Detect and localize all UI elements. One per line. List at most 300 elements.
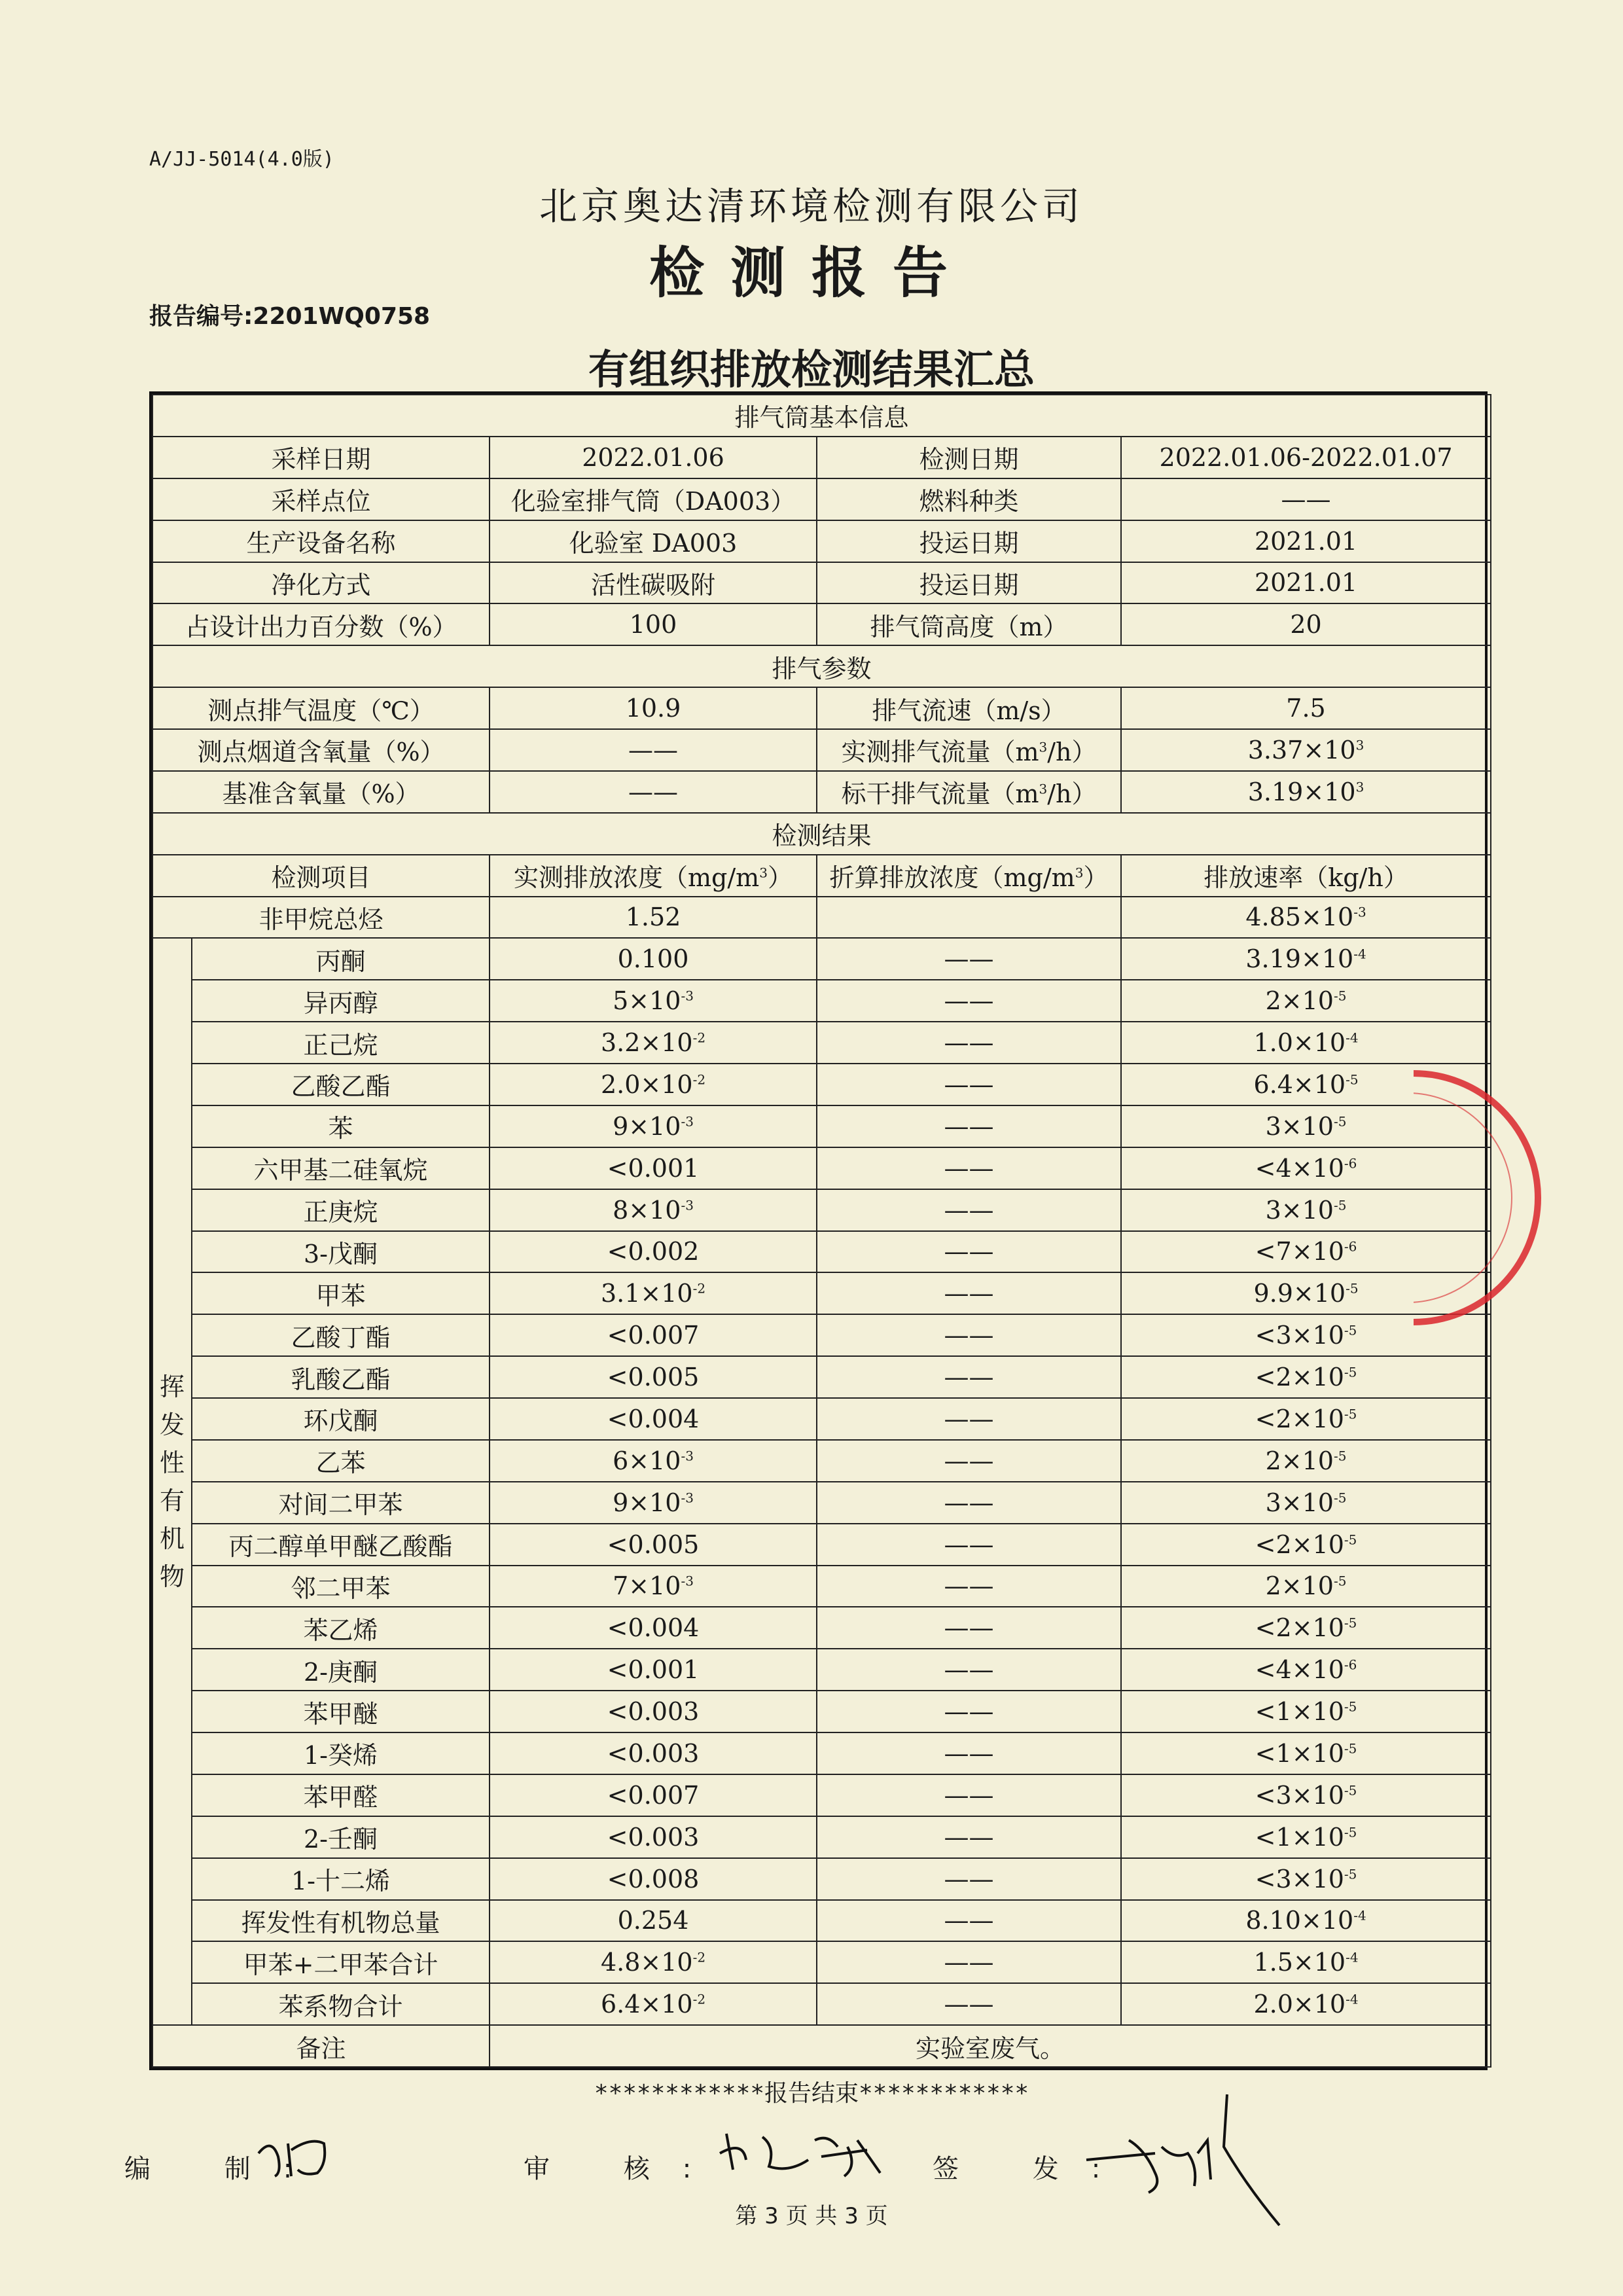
- converted-conc: ——: [817, 1900, 1121, 1942]
- item-name: 正庚烷: [192, 1189, 490, 1231]
- rate-exponent: -4: [1346, 1030, 1359, 1046]
- rate-text: 3×10: [1265, 1488, 1334, 1517]
- rate-text: <1×10: [1255, 1697, 1344, 1727]
- converted-conc: ——: [817, 1941, 1121, 1983]
- table-title: 有组织排放检测结果汇总: [588, 346, 1035, 393]
- remark-row: [152, 2025, 1491, 2067]
- rate-exponent: -5: [1346, 1280, 1359, 1297]
- voc-group-char: 挥: [159, 1372, 185, 1401]
- conc-text: 5×10: [613, 986, 681, 1016]
- item-name: 乳酸乙酯: [192, 1356, 490, 1398]
- converted-conc: [817, 897, 1121, 939]
- table-row: [152, 1691, 1491, 1732]
- unit-exponent: 3: [759, 865, 768, 881]
- converted-conc: ——: [817, 938, 1121, 980]
- value-cell: 10.9: [490, 687, 817, 729]
- results-table-frame: [149, 391, 1488, 2070]
- rate-text: 1.5×10: [1253, 1948, 1346, 1977]
- table-row: [152, 1566, 1491, 1607]
- measured-conc: [490, 1900, 817, 1942]
- conc-text: 4.8×10: [600, 1948, 693, 1977]
- voc-group-label: [152, 938, 192, 2025]
- conc-text: <0.007: [607, 1780, 700, 1810]
- item-name: 1-癸烯: [192, 1732, 490, 1774]
- label-cell: 燃料种类: [817, 478, 1121, 520]
- company-stamp-icon: [1414, 1047, 1558, 1348]
- converted-conc: ——: [817, 1398, 1121, 1440]
- remark-label: 备注: [152, 2025, 490, 2067]
- table-row: [152, 1649, 1491, 1691]
- table-row: [152, 1314, 1491, 1356]
- rate-exponent: -5: [1344, 1406, 1357, 1422]
- report-number: 报告编号:2201WQ0758: [149, 303, 431, 330]
- measured-conc: [490, 1022, 817, 1064]
- measured-conc: [490, 1314, 817, 1356]
- rate-text: <3×10: [1255, 1321, 1344, 1350]
- measured-conc: [490, 1272, 817, 1314]
- rate-exponent: -6: [1344, 1155, 1357, 1172]
- item-name: 2-庚酮: [192, 1649, 490, 1691]
- measured-conc: [490, 1983, 817, 2025]
- value-cell: 2022.01.06-2022.01.07: [1121, 437, 1491, 478]
- rate-exponent: -5: [1333, 1196, 1347, 1213]
- value-cell: [1121, 729, 1491, 771]
- item-name: 挥发性有机物总量: [192, 1900, 490, 1942]
- converted-conc: ——: [817, 1524, 1121, 1566]
- emission-rate: [1121, 1816, 1491, 1858]
- rate-exponent: -6: [1344, 1657, 1357, 1673]
- converted-conc: ——: [817, 1231, 1121, 1273]
- emission-rate: [1121, 1440, 1491, 1482]
- conc-exponent: -2: [692, 1991, 706, 2007]
- converted-conc: ——: [817, 1064, 1121, 1105]
- conc-text: 6.4×10: [600, 1990, 693, 2019]
- reviewed-label: 审 核:: [524, 2154, 724, 2184]
- conc-exponent: -3: [681, 1113, 694, 1130]
- rate-exponent: -3: [1353, 904, 1366, 920]
- rate-exponent: -5: [1333, 1573, 1347, 1589]
- label-cell: 测点排气温度（℃）: [152, 687, 490, 729]
- value-cell: 活性碳吸附: [490, 562, 817, 604]
- converted-conc: ——: [817, 1272, 1121, 1314]
- conc-text: 3.2×10: [600, 1028, 693, 1058]
- emission-rate: [1121, 1398, 1491, 1440]
- table-row: [152, 478, 1491, 520]
- value-cell: 2022.01.06: [490, 437, 817, 478]
- item-name: 非甲烷总烃: [152, 897, 490, 939]
- converted-conc: ——: [817, 1440, 1121, 1482]
- table-row: [152, 1816, 1491, 1858]
- item-name: 正己烷: [192, 1022, 490, 1064]
- measured-conc: [490, 1105, 817, 1147]
- rate-exponent: -5: [1344, 1364, 1357, 1380]
- converted-conc: ——: [817, 1566, 1121, 1607]
- item-name: 甲苯: [192, 1272, 490, 1314]
- rate-exponent: -4: [1353, 946, 1366, 962]
- measured-conc: [490, 1941, 817, 1983]
- label-cell: 排气筒高度（m）: [817, 603, 1121, 645]
- voc-group-char: 机: [159, 1524, 185, 1553]
- conc-text: 3.1×10: [600, 1279, 693, 1308]
- rate-text: 2×10: [1265, 1571, 1334, 1601]
- conc-exponent: -2: [692, 1280, 706, 1297]
- rate-text: <4×10: [1255, 1153, 1344, 1183]
- value-text: 3.37×10: [1247, 735, 1356, 764]
- table-row: [152, 1105, 1491, 1147]
- rate-exponent: -4: [1353, 1907, 1366, 1924]
- item-name: 丙二醇单甲醚乙酸酯: [192, 1524, 490, 1566]
- rate-text: <3×10: [1255, 1780, 1344, 1810]
- conc-text: <0.002: [607, 1237, 700, 1266]
- emission-rate: [1121, 1691, 1491, 1732]
- measured-conc: [490, 1774, 817, 1816]
- rate-text: <2×10: [1255, 1363, 1344, 1392]
- rate-exponent: -5: [1344, 1824, 1357, 1840]
- measured-conc: [490, 1691, 817, 1732]
- rate-exponent: -4: [1346, 1991, 1359, 2007]
- emission-rate: [1121, 1649, 1491, 1691]
- measured-conc: [490, 1858, 817, 1900]
- table-row: [152, 771, 1491, 813]
- conc-text: 7×10: [613, 1571, 681, 1601]
- conc-text: 0.254: [617, 1906, 689, 1935]
- label-cell: 采样点位: [152, 478, 490, 520]
- conc-text: <0.007: [607, 1321, 700, 1350]
- conc-text: <0.005: [607, 1530, 700, 1559]
- header-cell: [817, 855, 1121, 897]
- rate-exponent: -5: [1344, 1531, 1357, 1547]
- label-cell: 净化方式: [152, 562, 490, 604]
- item-name: 苯: [192, 1105, 490, 1147]
- label-text: /h）: [1047, 738, 1097, 767]
- item-name: 乙苯: [192, 1440, 490, 1482]
- measured-conc: [490, 1398, 817, 1440]
- conc-exponent: -3: [681, 988, 694, 1004]
- conc-text: <0.008: [607, 1864, 700, 1893]
- table-row: [152, 1022, 1491, 1064]
- value-cell: ——: [490, 729, 817, 771]
- rate-exponent: -6: [1344, 1238, 1357, 1255]
- rate-text: <4×10: [1255, 1655, 1344, 1685]
- label-cell: 生产设备名称: [152, 520, 490, 562]
- table-row: [152, 1398, 1491, 1440]
- company-name: 北京奥达清环境检测有限公司: [539, 184, 1084, 228]
- header-text: ）: [1083, 863, 1109, 893]
- rate-text: <1×10: [1255, 1738, 1344, 1768]
- converted-conc: ——: [817, 1983, 1121, 2025]
- rate-text: 8.10×10: [1245, 1906, 1354, 1935]
- label-text: 实测排气流量（m: [841, 738, 1039, 767]
- emission-rate: [1121, 938, 1491, 980]
- rate-text: 4.85×10: [1245, 903, 1354, 932]
- item-name: 2-壬酮: [192, 1816, 490, 1858]
- conc-text: <0.005: [607, 1363, 700, 1392]
- measured-conc: [490, 1356, 817, 1398]
- conc-text: 8×10: [613, 1195, 681, 1225]
- conc-exponent: -3: [681, 1448, 694, 1464]
- label-cell: 排气流速（m/s）: [817, 687, 1121, 729]
- compiler-signature: [252, 2124, 337, 2183]
- conc-exponent: -3: [681, 1573, 694, 1589]
- measured-conc: [490, 1649, 817, 1691]
- table-row: [152, 562, 1491, 604]
- conc-text: <0.004: [607, 1613, 700, 1643]
- rate-text: <3×10: [1255, 1864, 1344, 1893]
- label-cell: 测点烟道含氧量（%）: [152, 729, 490, 771]
- rate-text: 9.9×10: [1253, 1279, 1346, 1308]
- converted-conc: ——: [817, 980, 1121, 1022]
- emission-rate: [1121, 1983, 1491, 2025]
- item-name: 异丙醇: [192, 980, 490, 1022]
- rate-text: 3×10: [1265, 1111, 1334, 1141]
- converted-conc: ——: [817, 1105, 1121, 1147]
- table-row: [152, 1774, 1491, 1816]
- emission-rate: [1121, 1941, 1491, 1983]
- item-name: 苯甲醛: [192, 1774, 490, 1816]
- measured-conc: [490, 1524, 817, 1566]
- header-text: ）: [767, 863, 793, 893]
- converted-conc: ——: [817, 1691, 1121, 1732]
- label-cell: 投运日期: [817, 562, 1121, 604]
- document-title: 检测报告: [649, 241, 974, 305]
- table-row: [152, 1064, 1491, 1105]
- converted-conc: ——: [817, 1314, 1121, 1356]
- table-row: [152, 1231, 1491, 1273]
- emission-rate: [1121, 897, 1491, 939]
- compiled-label: 编 制:: [124, 2154, 325, 2184]
- measured-conc: [490, 938, 817, 980]
- measured-conc: [490, 1566, 817, 1607]
- rate-exponent: -5: [1344, 1782, 1357, 1799]
- measured-conc: [490, 980, 817, 1022]
- emission-rate: [1121, 980, 1491, 1022]
- unit-exponent: 3: [1039, 739, 1048, 755]
- reviewer-signature: [717, 2121, 887, 2186]
- label-cell: [817, 771, 1121, 813]
- value-cell: 化验室排气筒（DA003）: [490, 478, 817, 520]
- value-cell: 7.5: [1121, 687, 1491, 729]
- converted-conc: ——: [817, 1607, 1121, 1649]
- form-code: A/JJ-5014(4.0版): [149, 148, 334, 171]
- emission-rate: [1121, 1774, 1491, 1816]
- header-cell: 排放速率（kg/h）: [1121, 855, 1491, 897]
- item-name: 甲苯+二甲苯合计: [192, 1941, 490, 1983]
- value-exponent: 3: [1355, 779, 1364, 795]
- emission-rate: [1121, 1900, 1491, 1942]
- table-row: [152, 1941, 1491, 1983]
- conc-exponent: -3: [681, 1490, 694, 1506]
- table-row: [152, 1189, 1491, 1231]
- rate-exponent: -5: [1344, 1615, 1357, 1631]
- voc-group-char: 物: [159, 1562, 185, 1591]
- rate-exponent: -5: [1333, 1490, 1347, 1506]
- conc-exponent: -2: [692, 1030, 706, 1046]
- rate-text: 6.4×10: [1253, 1069, 1346, 1099]
- converted-conc: ——: [817, 1022, 1121, 1064]
- conc-text: 2.0×10: [600, 1069, 693, 1099]
- conc-text: 9×10: [613, 1488, 681, 1517]
- measured-conc: [490, 1607, 817, 1649]
- rate-exponent: -5: [1344, 1865, 1357, 1882]
- rate-text: <2×10: [1255, 1530, 1344, 1559]
- item-name: 3-戊酮: [192, 1231, 490, 1273]
- value-cell: 100: [490, 603, 817, 645]
- table-row: [152, 1983, 1491, 2025]
- rate-exponent: -5: [1333, 1448, 1347, 1464]
- value-cell: 2021.01: [1121, 520, 1491, 562]
- item-name: 环戊酮: [192, 1398, 490, 1440]
- emission-rate: [1121, 1524, 1491, 1566]
- converted-conc: ——: [817, 1649, 1121, 1691]
- label-cell: 基准含氧量（%）: [152, 771, 490, 813]
- section-basic-info: 排气筒基本信息: [152, 395, 1491, 437]
- conc-text: <0.004: [607, 1404, 700, 1433]
- rate-text: <2×10: [1255, 1613, 1344, 1643]
- table-row: [152, 980, 1491, 1022]
- results-header-row: [152, 855, 1491, 897]
- label-cell: 投运日期: [817, 520, 1121, 562]
- conc-text: <0.003: [607, 1697, 700, 1727]
- conc-exponent: -2: [692, 1949, 706, 1965]
- rate-text: 2.0×10: [1253, 1990, 1346, 2019]
- table-row: [152, 1147, 1491, 1189]
- rate-text: 2×10: [1265, 1446, 1334, 1475]
- value-cell: ——: [490, 771, 817, 813]
- converted-conc: ——: [817, 1816, 1121, 1858]
- table-row: [152, 1272, 1491, 1314]
- table-row: [152, 1900, 1491, 1942]
- page-number: 第 3 页 共 3 页: [735, 2203, 888, 2229]
- item-name: 苯系物合计: [192, 1983, 490, 2025]
- emission-rate: [1121, 1732, 1491, 1774]
- table-row: [152, 1440, 1491, 1482]
- measured-conc: [490, 1732, 817, 1774]
- emission-rate: [1121, 1356, 1491, 1398]
- header-cell: 检测项目: [152, 855, 490, 897]
- header-text: 折算排放浓度（mg/m: [829, 863, 1075, 893]
- label-cell: 占设计出力百分数（%）: [152, 603, 490, 645]
- item-name: 六甲基二硅氧烷: [192, 1147, 490, 1189]
- converted-conc: ——: [817, 1482, 1121, 1524]
- item-name: 乙酸丁酯: [192, 1314, 490, 1356]
- rate-text: 2×10: [1265, 986, 1334, 1016]
- table-row: [152, 437, 1491, 478]
- table-row: [152, 897, 1491, 939]
- rate-exponent: -5: [1344, 1322, 1357, 1338]
- table-row: [152, 1524, 1491, 1566]
- rate-text: 3.19×10: [1245, 944, 1354, 974]
- rate-text: <7×10: [1255, 1237, 1344, 1266]
- label-text: /h）: [1047, 780, 1097, 809]
- rate-exponent: -5: [1333, 988, 1347, 1004]
- value-cell: [1121, 771, 1491, 813]
- rate-text: <1×10: [1255, 1822, 1344, 1852]
- conc-text: <0.001: [607, 1153, 700, 1183]
- value-cell: 2021.01: [1121, 562, 1491, 604]
- unit-exponent: 3: [1039, 781, 1048, 797]
- measured-conc: [490, 1064, 817, 1105]
- value-cell: ——: [1121, 478, 1491, 520]
- label-cell: 检测日期: [817, 437, 1121, 478]
- converted-conc: ——: [817, 1147, 1121, 1189]
- measured-conc: [490, 1482, 817, 1524]
- header-cell: [490, 855, 817, 897]
- label-text: 标干排气流量（m: [841, 780, 1039, 809]
- table-row: [152, 1858, 1491, 1900]
- conc-exponent: -2: [692, 1071, 706, 1088]
- measured-conc: [490, 1231, 817, 1273]
- results-table-body: [152, 395, 1491, 2067]
- item-name: 苯乙烯: [192, 1607, 490, 1649]
- rate-text: 1.0×10: [1253, 1028, 1346, 1058]
- emission-rate: [1121, 1566, 1491, 1607]
- rate-exponent: -5: [1344, 1698, 1357, 1715]
- unit-exponent: 3: [1075, 865, 1084, 881]
- label-cell: [817, 729, 1121, 771]
- table-row: [152, 603, 1491, 645]
- converted-conc: ——: [817, 1774, 1121, 1816]
- emission-rate: [1121, 1858, 1491, 1900]
- emission-rate: [1121, 1607, 1491, 1649]
- report-end-line: ************报告结束************: [594, 2080, 1029, 2107]
- conc-text: 0.100: [617, 944, 689, 974]
- rate-exponent: -5: [1346, 1071, 1359, 1088]
- rate-text: 3×10: [1265, 1195, 1334, 1225]
- emission-rate: [1121, 1482, 1491, 1524]
- remark-value: 实验室废气。: [490, 2025, 1491, 2067]
- rate-exponent: -5: [1333, 1113, 1347, 1130]
- item-name: 乙酸乙酯: [192, 1064, 490, 1105]
- label-cell: 采样日期: [152, 437, 490, 478]
- item-name: 苯甲醚: [192, 1691, 490, 1732]
- item-name: 邻二甲苯: [192, 1566, 490, 1607]
- conc-text: <0.001: [607, 1655, 700, 1685]
- conc-text: <0.003: [607, 1822, 700, 1852]
- item-name: 丙酮: [192, 938, 490, 980]
- header-text: 实测排放浓度（mg/m: [514, 863, 760, 893]
- measured-conc: [490, 1816, 817, 1858]
- converted-conc: ——: [817, 1858, 1121, 1900]
- measured-conc: [490, 1189, 817, 1231]
- issued-label: 签 发:: [933, 2154, 1133, 2184]
- measured-conc: [490, 1440, 817, 1482]
- conc-exponent: -3: [681, 1196, 694, 1213]
- table-row: [152, 1607, 1491, 1649]
- results-table: [152, 394, 1491, 2068]
- conc-text: 9×10: [613, 1111, 681, 1141]
- value-text: 3.19×10: [1247, 777, 1356, 806]
- section-test-results: 检测结果: [152, 813, 1491, 855]
- measured-conc: [490, 1147, 817, 1189]
- table-row: [152, 1356, 1491, 1398]
- table-row: [152, 938, 1491, 980]
- section-exhaust-params: 排气参数: [152, 645, 1491, 687]
- table-row: [152, 1482, 1491, 1524]
- conc-text: 6×10: [613, 1446, 681, 1475]
- value-exponent: 3: [1355, 737, 1364, 753]
- table-row: [152, 520, 1491, 562]
- item-name: 1-十二烯: [192, 1858, 490, 1900]
- conc-text: <0.003: [607, 1738, 700, 1768]
- converted-conc: ——: [817, 1189, 1121, 1231]
- converted-conc: ——: [817, 1356, 1121, 1398]
- table-row: [152, 729, 1491, 771]
- rate-exponent: -4: [1346, 1949, 1359, 1965]
- table-row: [152, 687, 1491, 729]
- voc-group-char: 有: [159, 1486, 185, 1515]
- voc-group-char: 发: [159, 1410, 185, 1439]
- rate-text: <2×10: [1255, 1404, 1344, 1433]
